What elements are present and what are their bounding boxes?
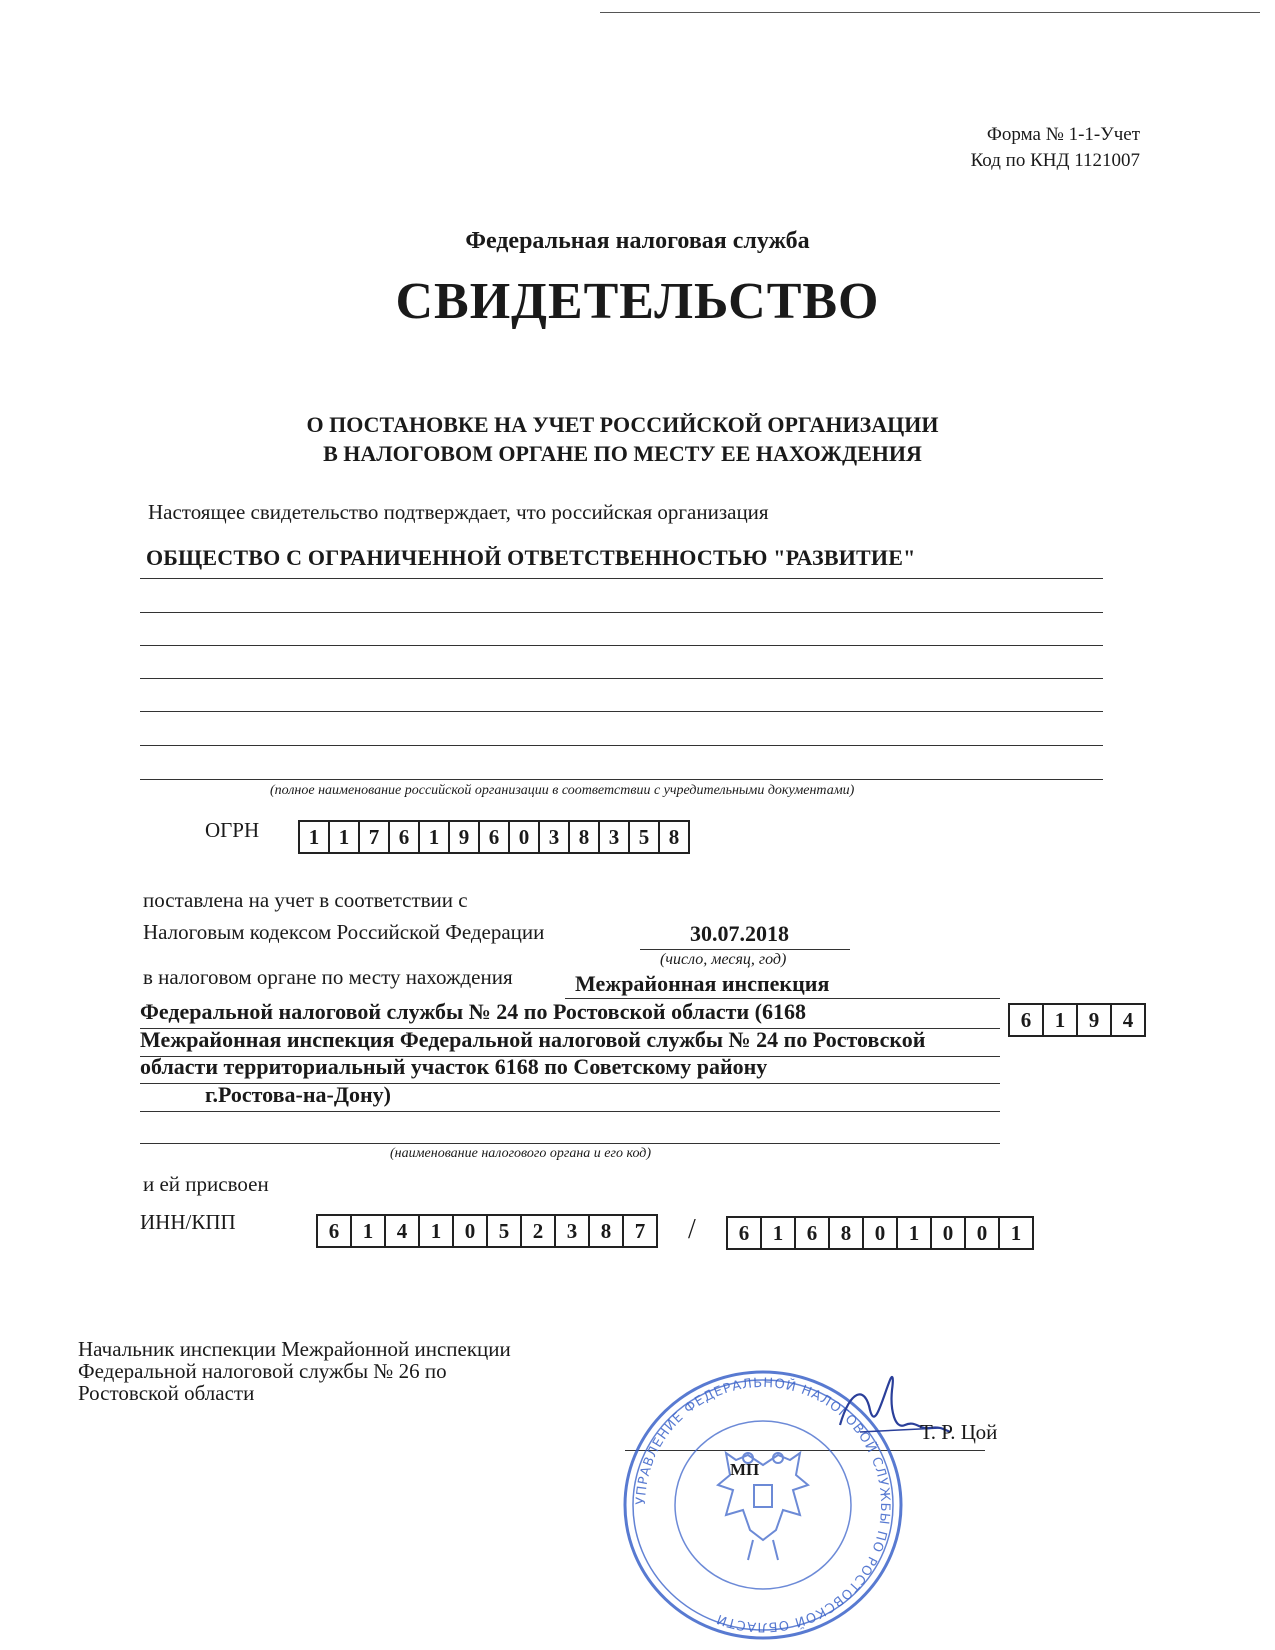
tax-authority-name-line-1: Межрайонная инспекция	[575, 971, 830, 996]
org-name-rule	[140, 779, 1103, 780]
assigned-intro: и ей присвоен	[143, 1172, 269, 1196]
tax-authority-name-line-4: области территориальный участок 6168 по Советскому району	[140, 1054, 768, 1079]
tax-authority-caption: (наименование налогового органа и его код)	[390, 1146, 652, 1161]
signatory-title	[78, 1338, 598, 1404]
kpp-digit: 8	[828, 1216, 864, 1250]
kpp-digit: 1	[998, 1216, 1034, 1250]
document-subtitle	[0, 410, 1245, 468]
org-name-caption: (полное наименование российской организации в соответствии с учредительными документами)	[270, 783, 855, 798]
form-number: Форма № 1-1-Учет	[986, 124, 1140, 145]
kpp-boxes	[728, 1216, 1034, 1250]
inn-kpp-separator: /	[688, 1214, 696, 1245]
inn-digit: 4	[384, 1214, 420, 1248]
ogrn-digit: 6	[388, 820, 420, 854]
svg-text:УПРАВЛЕНИЕ ФЕДЕРАЛЬНОЙ НАЛОГОВ: УПРАВЛЕНИЕ ФЕДЕРАЛЬНОЙ НАЛОГОВОЙ СЛУЖБЫ ПО РОСТОВСКОЙ ОБЛАСТИ	[633, 1375, 893, 1635]
tax-code-digit: 4	[1110, 1003, 1146, 1037]
ogrn-digit: 1	[328, 820, 360, 854]
ogrn-digit: 5	[628, 820, 660, 854]
inn-boxes	[318, 1214, 658, 1248]
tax-authority-rule	[140, 1143, 1000, 1144]
org-name-rule	[140, 645, 1103, 646]
stamp-mark: МП	[730, 1460, 760, 1479]
tax-authority-name-line-3: Межрайонная инспекция Федеральной налоговой службы № 24 по Ростовской	[140, 1027, 926, 1052]
kpp-digit: 6	[794, 1216, 830, 1250]
tax-authority-name-line-5: г.Ростова-на-Дону)	[205, 1082, 391, 1107]
confirm-text: Настоящее свидетельство подтверждает, что российская организация	[148, 500, 769, 524]
ogrn-digit: 3	[538, 820, 570, 854]
ogrn-digit: 6	[478, 820, 510, 854]
org-name-rule	[140, 745, 1103, 746]
date-rule	[640, 949, 850, 950]
organization-name: ОБЩЕСТВО С ОГРАНИЧЕННОЙ ОТВЕТСТВЕННОСТЬЮ "РАЗВИТИЕ"	[146, 545, 916, 570]
org-name-rule	[140, 711, 1103, 712]
org-name-rule	[140, 612, 1103, 613]
inn-digit: 6	[316, 1214, 352, 1248]
ogrn-digit: 7	[358, 820, 390, 854]
tax-authority-name-line-2: Федеральной налоговой службы № 24 по Ростовской области (6168	[140, 999, 806, 1024]
kpp-digit: 0	[930, 1216, 966, 1250]
kpp-digit: 1	[896, 1216, 932, 1250]
inn-digit: 2	[520, 1214, 556, 1248]
ogrn-digit: 1	[298, 820, 330, 854]
registration-line-2: Налоговым кодексом Российской Федерации	[143, 920, 545, 944]
inn-digit: 3	[554, 1214, 590, 1248]
org-name-rule	[140, 678, 1103, 679]
subtitle-line-1: О ПОСТАНОВКЕ НА УЧЕТ РОССИЙСКОЙ ОРГАНИЗАЦИИ	[306, 412, 939, 437]
signatory-title-line-1: Начальник инспекции Межрайонной инспекции	[78, 1337, 511, 1361]
kpp-digit: 1	[760, 1216, 796, 1250]
subtitle-line-2: В НАЛОГОВОМ ОРГАНЕ ПО МЕСТУ ЕЕ НАХОЖДЕНИЯ	[323, 441, 922, 466]
ogrn-digit: 9	[448, 820, 480, 854]
ogrn-digit: 1	[418, 820, 450, 854]
document-title: СВИДЕТЕЛЬСТВО	[395, 273, 880, 330]
agency-name: Федеральная налоговая служба	[465, 228, 810, 254]
ogrn-label: ОГРН	[205, 818, 260, 842]
signatory-title-line-3: Ростовской области	[78, 1381, 255, 1405]
registration-date: 30.07.2018	[690, 921, 789, 946]
kpp-digit: 0	[862, 1216, 898, 1250]
form-header	[971, 122, 1140, 174]
tax-authority-rule	[140, 1111, 1000, 1112]
inn-digit: 8	[588, 1214, 624, 1248]
tax-code-digit: 6	[1008, 1003, 1044, 1037]
inn-digit: 0	[452, 1214, 488, 1248]
signer-name: Т. Р. Цой	[920, 1420, 998, 1444]
ogrn-digit: 0	[508, 820, 540, 854]
kpp-digit: 6	[726, 1216, 762, 1250]
kpp-digit: 0	[964, 1216, 1000, 1250]
inn-digit: 7	[622, 1214, 658, 1248]
knd-code: Код по КНД 1121007	[970, 150, 1140, 171]
inn-kpp-label: ИНН/КПП	[140, 1210, 236, 1234]
date-caption: (число, месяц, год)	[660, 951, 787, 968]
registration-line-1: поставлена на учет в соответствии с	[143, 888, 468, 912]
ogrn-digit: 3	[598, 820, 630, 854]
ogrn-digit: 8	[658, 820, 690, 854]
org-name-rule	[140, 578, 1103, 579]
top-edge-line	[600, 12, 1260, 13]
inn-digit: 5	[486, 1214, 522, 1248]
tax-authority-intro: в налоговом органе по месту нахождения	[143, 965, 513, 989]
tax-code-digit: 1	[1042, 1003, 1078, 1037]
ogrn-boxes	[300, 820, 690, 854]
ogrn-digit: 8	[568, 820, 600, 854]
inn-digit: 1	[418, 1214, 454, 1248]
signatory-title-line-2: Федеральной налоговой службы № 26 по	[78, 1359, 447, 1383]
tax-authority-code-boxes	[1010, 1003, 1146, 1037]
inn-digit: 1	[350, 1214, 386, 1248]
tax-code-digit: 9	[1076, 1003, 1112, 1037]
